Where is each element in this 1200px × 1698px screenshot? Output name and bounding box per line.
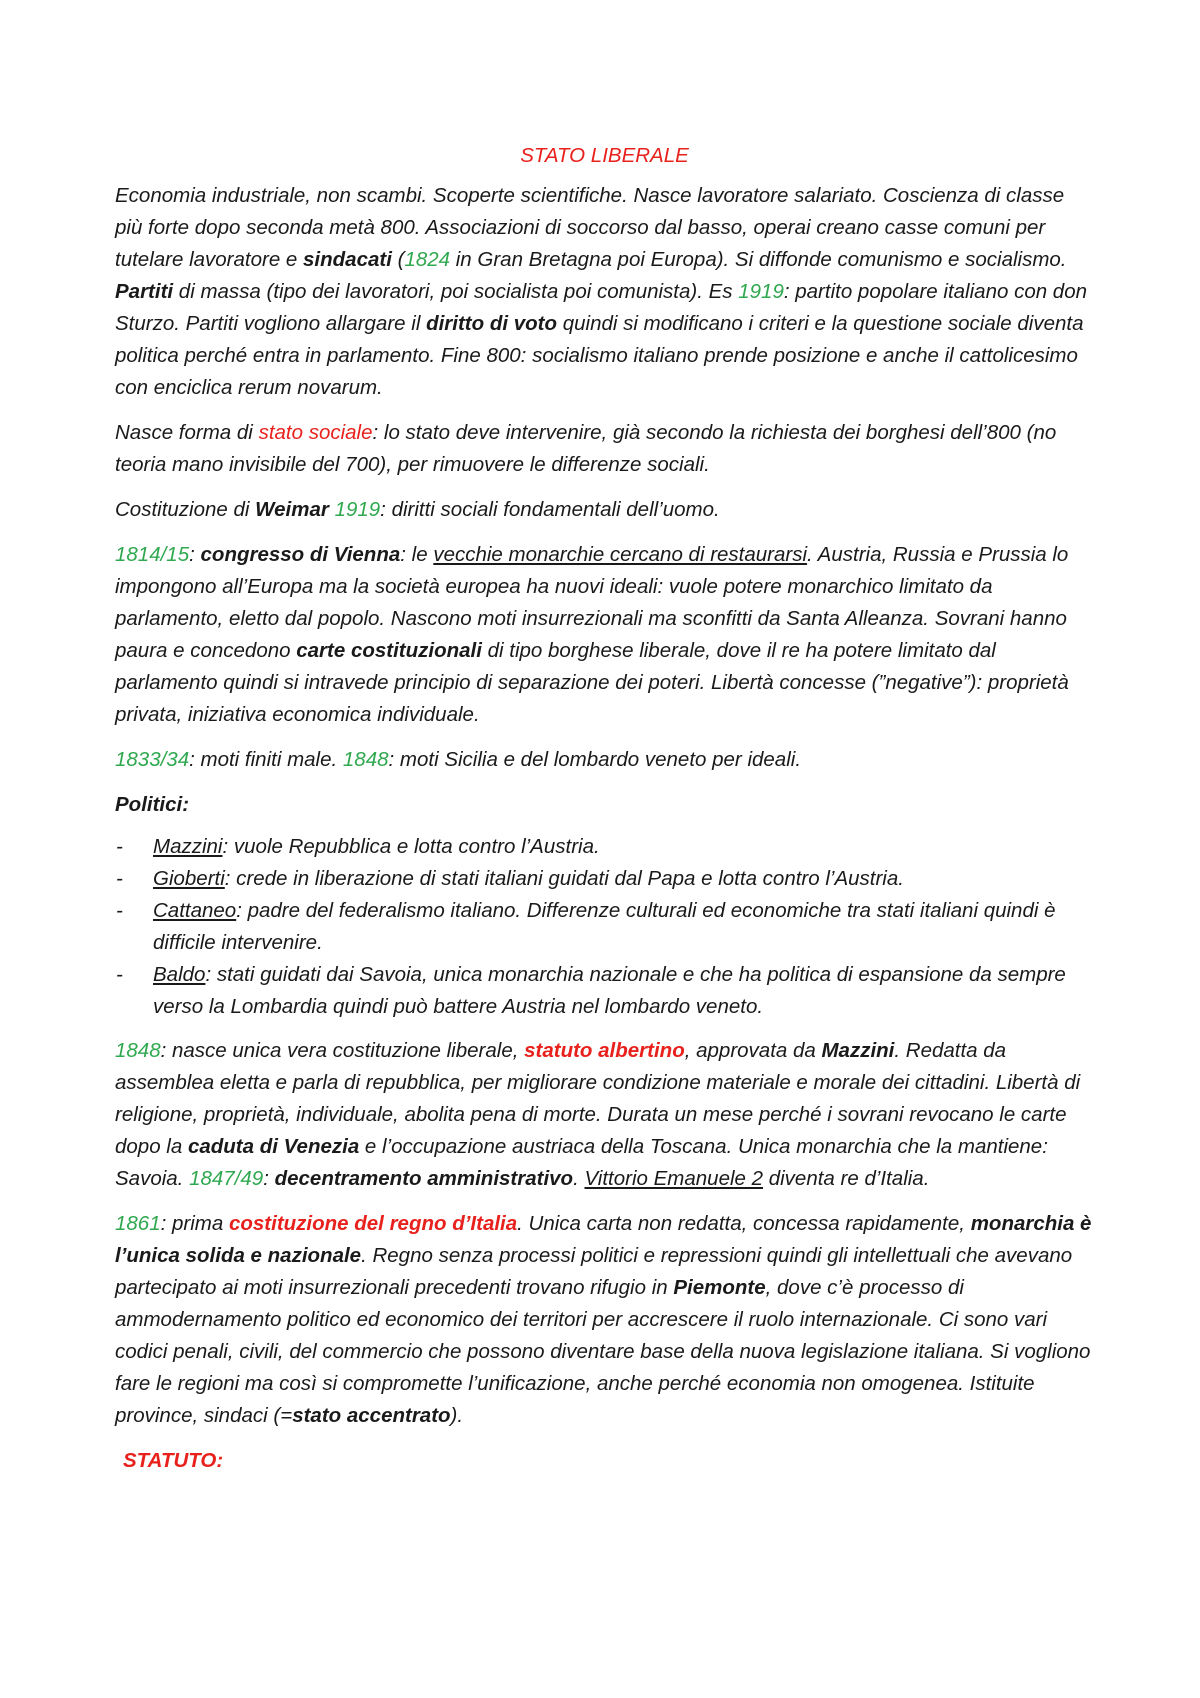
- date-1848: 1848: [342, 748, 389, 771]
- paragraph-statuto-albertino: 1848: nasce unica vera costituzione liberale, statuto albertino, approvata da Mazzini. Redatta da assemblea eletta e parla di repubblica, per migliorare condizione materiale e morale dei cittadini. Libertà di religione, proprietà, individuale, abolita pena di morte. Durata un mese perché i sovrani revocano le carte dopo la caduta di Venezia e l’occupazione austriaca della Toscana. Unica monarchia che la mantiene: Savoia. 1847/49: decentramento amministrativo. Vittorio Emanuele 2 diventa re d’Italia.: [115, 1039, 1081, 1190]
- list-item: - Gioberti: crede in liberazione di stati italiani guidati dal Papa e lotta contro l’Austria.: [115, 863, 1094, 895]
- paragraph-economia: Economia industriale, non scambi. Scoperte scientifiche. Nasce lavoratore salariato. Coscienza di classe più forte dopo seconda metà 800. Associazioni di soccorso dal basso, operai creano casse comuni per tutelare lavoratore e sindacati (1824 in Gran Bretagna poi Europa). Si diffonde comunismo e socialismo. Partiti di massa (tipo dei lavoratori, poi socialista poi comunista). Es 1919: partito popolare italiano con don Sturzo. Partiti vogliono allargare il diritto di voto quindi si modificano i criteri e la questione sociale diventa politica perché entra in parlamento. Fine 800: socialismo italiano prende posizione e anche il cattolicesimo con enciclica rerum novarum.: [115, 184, 1088, 399]
- paragraph-stato-sociale: Nasce forma di stato sociale: lo stato deve intervenire, già secondo la richiesta dei borghesi dell’800 (no teoria mano invisibile del 700), per rimuovere le differenze sociali.: [115, 421, 1057, 476]
- paragraph-regno-italia: 1861: prima costituzione del regno d’Italia. Unica carta non redatta, concessa rapidamente, monarchia è l’unica solida e nazionale. Regno senza processi politici e repressioni quindi gli intellettuali che avevano partecipato ai moti insurrezionali precedenti trovano rifugio in Piemonte, dove c’è processo di ammodernamento politico ed economico dei territori per accrescere il ruolo internazionale. Ci sono vari codici penali, civili, del commercio che possono diventare base della nuova legislazione italiana. Si vogliono fare le regioni ma così si compromette l’unificazione, anche perché economia non omogenea. Istituite province, sindaci (=stato accentrato).: [115, 1212, 1092, 1427]
- paragraph-vienna: 1814/15: congresso di Vienna: le vecchie monarchie cercano di restaurarsi. Austria, Russia e Prussia lo impongono all’Europa ma la società europea ha nuovi ideali: vuole potere monarchico limitato da parlamento, eletto dal popolo. Nascono moti insurrezionali ma sconfitti da Santa Alleanza. Sovrani hanno paura e concedono carte costituzionali di tipo borghese liberale, dove il re ha potere limitato dal parlamento quindi si intravede principio di separazione dei poteri. Libertà concesse (”negative”): proprietà privata, iniziativa economica individuale.: [115, 543, 1069, 726]
- statuto-heading: STATUTO:: [123, 1449, 224, 1472]
- politici-heading: Politici:: [115, 793, 190, 816]
- date-1824: 1824: [404, 248, 451, 271]
- date-1833-34: 1833/34: [115, 748, 190, 771]
- date-1848-statuto: 1848: [115, 1039, 161, 1062]
- date-1847-49: 1847/49: [189, 1167, 264, 1190]
- date-1919-weimar: 1919: [334, 498, 381, 521]
- list-item: - Mazzini: vuole Repubblica e lotta contro l’Austria.: [115, 831, 1094, 863]
- politici-list: [115, 831, 1094, 1023]
- list-item: - Cattaneo: padre del federalismo italiano. Differenze culturali ed economiche tra stati italiani quindi è difficile intervenire.: [115, 895, 1094, 959]
- paragraph-weimar: Costituzione di Weimar 1919: diritti sociali fondamentali dell’uomo.: [115, 498, 720, 521]
- page-title: STATO LIBERALE: [520, 144, 689, 167]
- date-1919: 1919: [738, 280, 784, 303]
- list-item: - Baldo: stati guidati dai Savoia, unica monarchia nazionale e che ha politica di espansione da sempre verso la Lombardia quindi può battere Austria nel lombardo veneto.: [115, 959, 1094, 1023]
- term-stato-sociale: stato sociale: [258, 421, 373, 444]
- date-1814-15: 1814/15: [115, 543, 190, 566]
- paragraph-moti: 1833/34: moti finiti male. 1848: moti Sicilia e del lombardo veneto per ideali.: [115, 748, 802, 771]
- date-1861: 1861: [115, 1212, 161, 1235]
